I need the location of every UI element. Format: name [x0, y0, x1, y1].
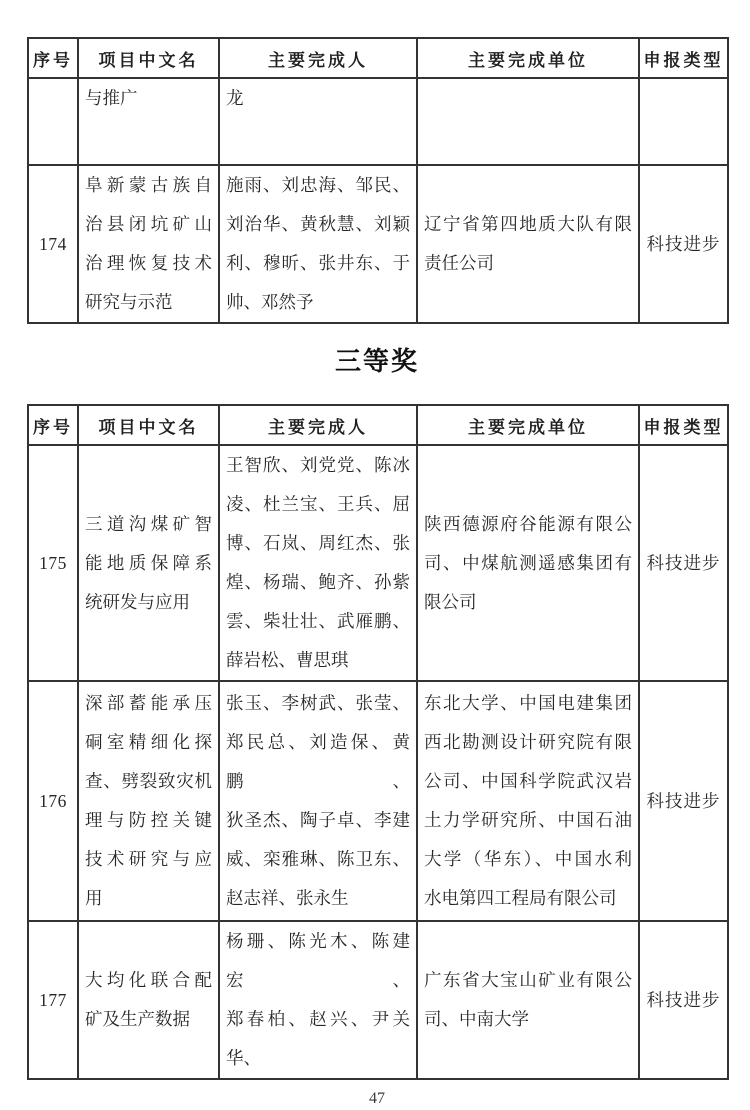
table-row-174 [28, 165, 728, 323]
cell-application-type: 科技进步 [639, 165, 728, 323]
col-header-serial: 序号 [28, 405, 78, 445]
cell-application-type: 科技进步 [639, 921, 728, 1079]
col-header-project-name: 项目中文名 [78, 405, 219, 445]
table-row-176 [28, 681, 728, 921]
col-header-project-name: 项目中文名 [78, 38, 219, 78]
cell-contributors: 龙 [219, 78, 417, 165]
cell-project-name: 阜新蒙古族自 治县闭坑矿山 治理恢复技术 研究与示范 [78, 165, 219, 323]
cell-serial [28, 78, 78, 165]
cell-contributors: 张玉、李树武、张莹、 郑民总、刘造保、黄鹏、 狄圣杰、陶子卓、李建 威、栾雅琳、陈卫东、 赵志祥、张永生 [219, 681, 417, 921]
awards-table-third-prize [27, 404, 729, 1080]
page-number: 47 [369, 1090, 385, 1108]
cell-serial: 174 [28, 165, 78, 323]
cell-organizations: 广东省大宝山矿业有限公 司、中南大学 [417, 921, 639, 1079]
cell-serial: 177 [28, 921, 78, 1079]
col-header-serial: 序号 [28, 38, 78, 78]
cell-project-name: 深部蓄能承压 硐室精细化探 查、劈裂致灾机 理与防控关键 技术研究与应 用 [78, 681, 219, 921]
col-header-application-type: 申报类型 [639, 405, 728, 445]
table-row-175 [28, 445, 728, 681]
cell-contributors: 王智欣、刘党党、陈冰 凌、杜兰宝、王兵、屈 博、石岚、周红杰、张 煌、杨瑞、鲍齐、孙紫 雲、柴壮壮、武雁鹏、 薛岩松、曹思琪 [219, 445, 417, 681]
table-header-row [28, 405, 728, 445]
cell-organizations: 辽宁省第四地质大队有限 责任公司 [417, 165, 639, 323]
cell-organizations [417, 78, 639, 165]
cell-application-type: 科技进步 [639, 445, 728, 681]
cell-application-type [639, 78, 728, 165]
table-header-row [28, 38, 728, 78]
col-header-application-type: 申报类型 [639, 38, 728, 78]
cell-organizations: 东北大学、中国电建集团 西北勘测设计研究院有限 公司、中国科学院武汉岩 土力学研究所、中国石油 大学（华东）、中国水利 水电第四工程局有限公司 [417, 681, 639, 921]
cell-serial: 175 [28, 445, 78, 681]
col-header-organizations: 主要完成单位 [417, 38, 639, 78]
cell-project-name: 与推广 [78, 78, 219, 165]
cell-contributors: 施雨、刘忠海、邹民、 刘治华、黄秋慧、刘颖 利、穆昕、张井东、于 帅、邓然予 [219, 165, 417, 323]
cell-serial: 176 [28, 681, 78, 921]
table-row-continuation [28, 78, 728, 165]
cell-application-type: 科技进步 [639, 681, 728, 921]
table-row-177 [28, 921, 728, 1079]
cell-organizations: 陕西德源府谷能源有限公 司、中煤航测遥感集团有 限公司 [417, 445, 639, 681]
col-header-contributors: 主要完成人 [219, 38, 417, 78]
cell-project-name: 三道沟煤矿智 能地质保障系 统研发与应用 [78, 445, 219, 681]
third-prize-heading: 三等奖 [334, 346, 419, 376]
cell-contributors: 杨珊、陈光木、陈建宏、 郑春柏、赵兴、尹关华、 [219, 921, 417, 1079]
cell-project-name: 大均化联合配 矿及生产数据 [78, 921, 219, 1079]
col-header-contributors: 主要完成人 [219, 405, 417, 445]
awards-table-top [27, 37, 729, 324]
col-header-organizations: 主要完成单位 [417, 405, 639, 445]
